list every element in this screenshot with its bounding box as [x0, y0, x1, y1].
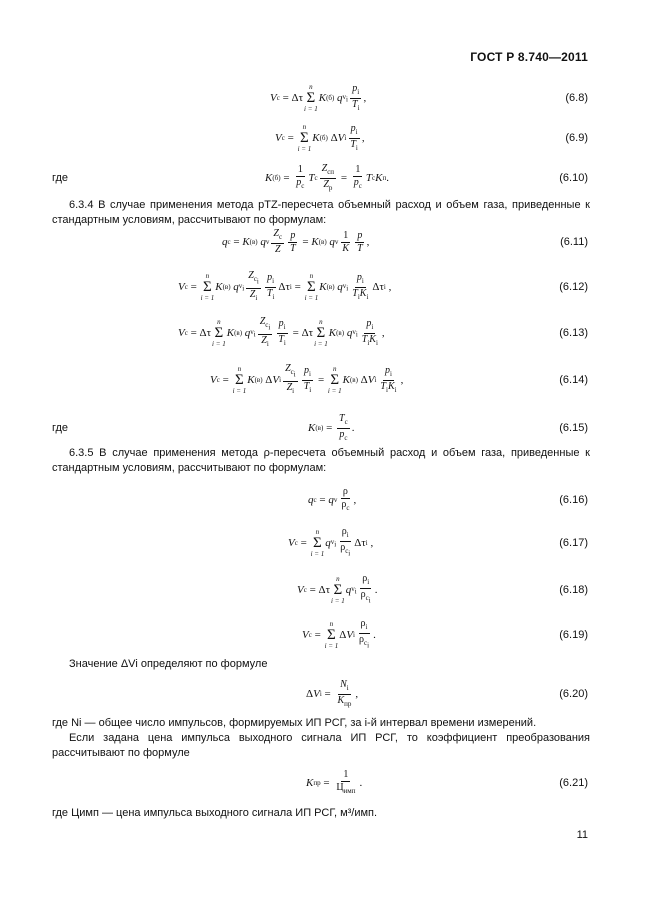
equation-6-12: V c = n Σ i = 1 K (в) q $v_i$ $\frac{Z_{c_i}}{Z_i}$ $\frac{p_i}{T_i}$ Δτ i = n Σ i = 1 K (в) q $v_i$ $\frac{p_i}{T_iK_i}$ Δτ i , (6.12): [178, 270, 588, 302]
paragraph-value-dv: Значение ΔVi определяют по формуле: [69, 658, 268, 670]
equation-6-13: V c = Δτ n Σ i = 1 K (в) q $v_i$ $\frac{Z_{c_i}}{Z_i}$ $\frac{p_i}{T_i}$ = Δτ n Σ i = 1 K (в) q $v_i$ $\frac{p_i}{T_iK_i}$ , (6.13): [178, 316, 588, 348]
equation-number: (6.20): [559, 688, 588, 700]
equation-6-17: V c = n Σ i = 1 q $v_i$ $\frac{\rho_i}{\rho_{c_i}}$ Δτ i , (6.17): [288, 526, 588, 558]
paragraph-6-3-5: 6.3.5 В случае применения метода ρ-пересчета объемный расход и объем газа, приведенные к стандартным условиям, рассчитывают по формулам:: [52, 447, 590, 474]
equation-6-21: K пр = $\frac{1}{Ц_{имп}}$ . (6.21): [306, 769, 588, 795]
equation-6-11: q c = K (в) q v $\frac{Z_c}{Z}$ $\frac{p}{T}$ = K (в) q v $\frac{1}{K}$ $\frac{p}{T}$ , (6.11): [222, 228, 588, 255]
where-label: где: [52, 172, 69, 184]
equation-number: (6.12): [559, 281, 588, 293]
equation-number: (6.16): [559, 494, 588, 506]
equation-6-19: V c = n Σ i = 1 Δ V i $\frac{\rho_i}{\rho_{c_i}}$ . (6.19): [302, 618, 588, 650]
document-header: ГОСТ Р 8.740—2011: [470, 50, 588, 64]
equation-number: (6.19): [559, 629, 588, 641]
equation-number: (6.13): [559, 327, 588, 339]
equation-number: (6.8): [565, 92, 588, 104]
equation-number: (6.14): [559, 374, 588, 386]
equation-number: (6.15): [559, 422, 588, 434]
equation-number: (6.10): [559, 172, 588, 184]
page-number: 11: [576, 829, 588, 841]
equation-number: (6.9): [565, 132, 588, 144]
equation-number: (6.11): [560, 236, 588, 248]
where-label: где: [52, 422, 69, 434]
paragraph-pulse-price: Если задана цена импульса выходного сигнала ИП РСГ, то коэффициент преобразования рассчитывают по формуле: [52, 732, 590, 759]
equation-number: (6.21): [559, 777, 588, 789]
equation-6-15: где K (в) = $\frac{T_c}{p_c}$ . (6.15): [52, 412, 588, 442]
equation-6-9: V c = n Σ i = 1 K (б) Δ V i $\frac{p_i}{T_i}$ , (6.9): [275, 122, 588, 153]
equation-6-16: q c = q v $\frac{\rho}{\rho_c}$ , (6.16): [308, 486, 588, 512]
equation-6-14: V c = n Σ i = 1 K (в) Δ V i $\frac{Z_{c_i}}{Z_i}$ $\frac{p_i}{T_i}$ = n Σ i = 1 K (в) Δ V i $\frac{p_i}{T_iK_i}$ , (6.14): [210, 363, 588, 395]
equation-6-10: где K (б) = $\frac{1}{p_c}$ T c $\frac{Z_{cп}}{Z_p}$ = $\frac{1}{p_c}$ T c K п . (6.10): [52, 162, 588, 192]
paragraph-price-definition: где Цимп — цена импульса выходного сигнала ИП РСГ, м³/имп.: [52, 807, 378, 819]
paragraph-ni-definition: где Ni — общее число импульсов, формируемых ИП РСГ, за i-й интервал времени измерений.: [52, 717, 537, 729]
equation-number: (6.17): [559, 537, 588, 549]
paragraph-6-3-4: 6.3.4 В случае применения метода pTZ-пересчета объемный расход и объем газа, приведенные к стандартным условиям, рассчитывают по формулам:: [52, 199, 590, 226]
equation-number: (6.18): [559, 584, 588, 596]
equation-6-18: V c = Δτ n Σ i = 1 q $v_i$ $\frac{\rho_i}{\rho_{c_i}}$ . (6.18): [297, 573, 588, 605]
equation-6-8: V c = Δτ n Σ i = 1 K (б) q $v_i$ $\frac{p_i}{T_i}$ , (6.8): [270, 82, 588, 113]
equation-6-20: Δ V i = $\frac{N_i}{K_{пр}}$ , (6.20): [306, 678, 588, 708]
